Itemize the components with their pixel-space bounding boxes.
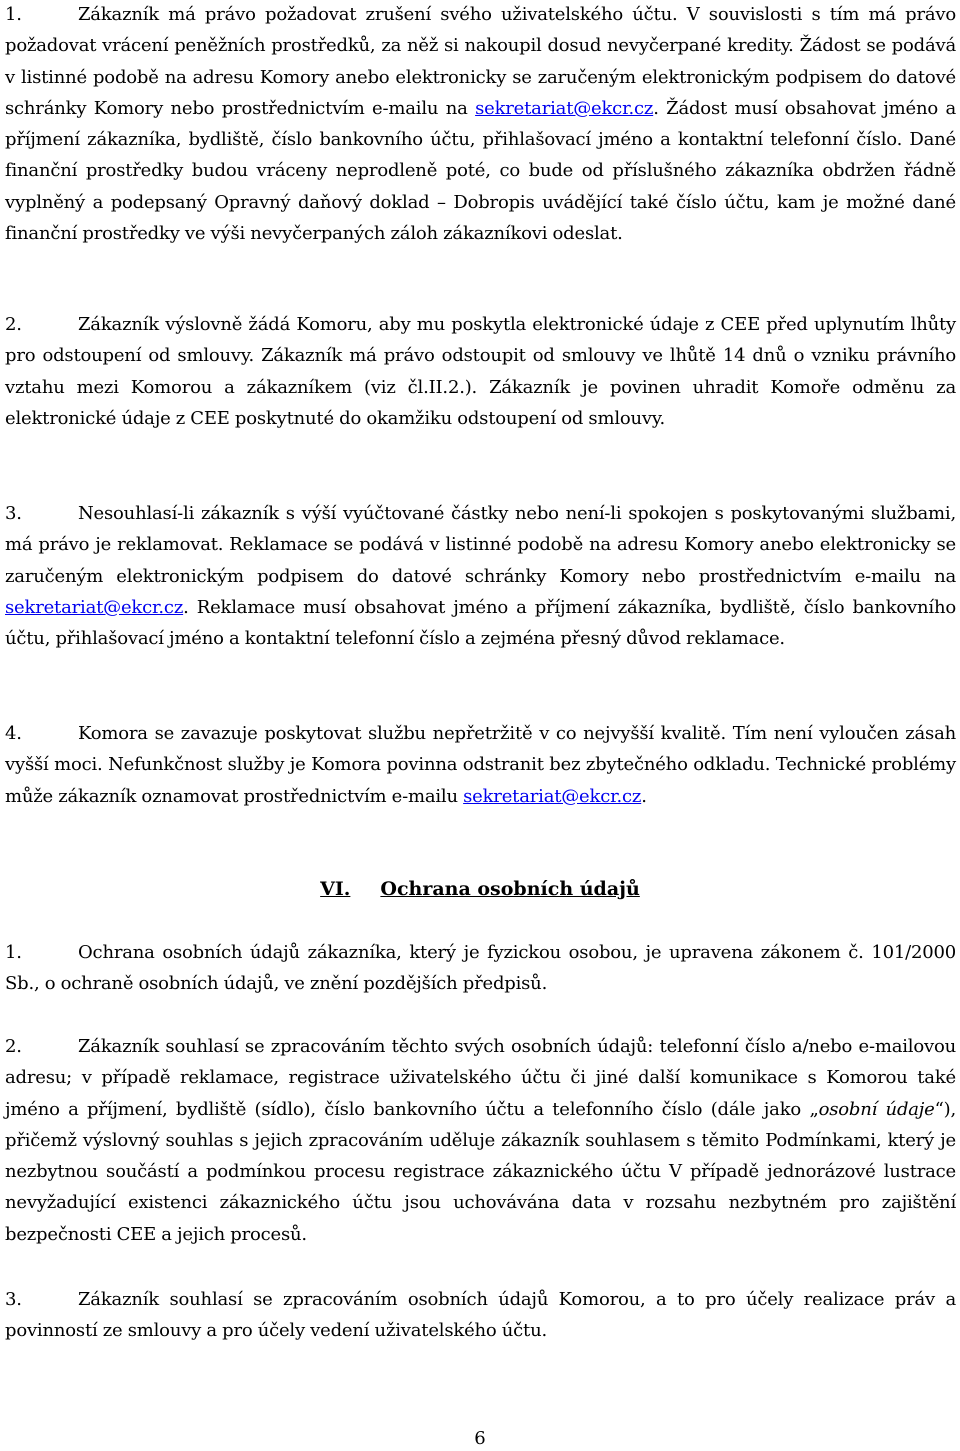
paragraph-text: Zákazník má právo požadovat zrušení svého uživatelského účtu. V souvislosti s tím má právo požadovat vrácení peněžních prostředků, za něž si nakoupil dosud nevyčerpané kredity. Žádost se podává v listinné podobě na adresu Komory anebo elektronicky se zaručeným elektronickým podpisem do datové schránky Komory nebo prostřednictvím e-mailu na: [5, 4, 956, 119]
paragraph-text-continued: . Reklamace musí obsahovat jméno a příjmení zákazníka, bydliště, číslo bankovního účtu, přihlašovací jméno a kontaktní telefonní číslo a zejména přesný důvod reklamace.: [5, 596, 956, 650]
page-number: 6: [474, 1428, 486, 1449]
paragraph-number: 2.: [5, 314, 22, 335]
paragraph-text: Komora se zavazuje poskytovat službu nepřetržitě v co nejvyšší kvalitě. Tím není vyloučen zásah vyšší moci. Nefunkčnost služby je Komora povinna odstranit bez zbytečného odkladu. Technické problémy může zákazník oznamovat prostřednictvím e-mailu: [5, 723, 956, 807]
italic-term: osobní údaje: [818, 1098, 935, 1120]
paragraph-text-continued: . Žádost musí obsahovat jméno a příjmení zákazníka, bydliště, číslo bankovního účtu, přihlašovací jméno a kontaktní telefonní číslo. Dané finanční prostředky budou vráceny neprodleně poté, co bude od příslušného zákazníka obdržen řádně vyplněný a podepsaný Opravný daňový doklad – Dobropis uvádějící také číslo účtu, kam je možné dané finanční prostředky ve výši nevyčerpaných záloh zákazníkovi odeslat.: [5, 97, 956, 245]
paragraph-number: 1.: [5, 4, 22, 25]
paragraph-number: 2.: [5, 1036, 22, 1057]
paragraph-text: Nesouhlasí-li zákazník s výší vyúčtované částky nebo není-li spokojen s poskytovanými službami, má právo je reklamovat. Reklamace se podává v listinné podobě na adresu Komory anebo elektronicky se zaručeným elektronickým podpisem do datové schránky Komory nebo prostřednictvím e-mailu na: [5, 503, 956, 587]
section-number: VI.: [320, 878, 351, 900]
paragraph-number: 1.: [5, 942, 22, 963]
paragraph-3-complaints: [5, 498, 956, 654]
email-link[interactable]: sekretariat@ekcr.cz: [5, 596, 184, 618]
paragraph-1-account-cancellation: [5, 0, 956, 249]
paragraph-text-continued: “), přičemž výslovný souhlas s jejich zpracováním uděluje zákazník souhlasem s těmito Podmínkami, který je nezbytnou součástí a podmínkou procesu registrace zákaznického účtu V případě jednorázové lustrace nevyžadující existenci zákaznického účtu jsou uchovávána data v rozsahu nezbytném pro zajištění bezpečnosti CEE a jejich procesů.: [5, 1098, 956, 1245]
paragraph-text: Zákazník souhlasí se zpracováním osobních údajů Komorou, a to pro účely realizace práv a povinností ze smlouvy a pro účely vedení uživatelského účtu.: [5, 1289, 956, 1342]
paragraph-number: 4.: [5, 723, 22, 744]
paragraph-number: 3.: [5, 503, 22, 524]
paragraph-text: Ochrana osobních údajů zákazníka, který je fyzickou osobou, je upravena zákonem č. 101/2000 Sb., o ochraně osobních údajů, ve znění pozdějších předpisů.: [5, 942, 956, 995]
email-link[interactable]: sekretariat@ekcr.cz: [475, 97, 654, 119]
section-title-text: Ochrana osobních údajů: [380, 878, 640, 900]
paragraph-vi-2-consent: [5, 1031, 956, 1250]
paragraph-text: Zákazník souhlasí se zpracováním těchto svých osobních údajů: telefonní číslo a/nebo e-mailovou adresu; v případě reklamace, registrace uživatelského účtu či jiné další komunikace s Komorou také jméno a příjmení, bydliště (sídlo), číslo bankovního účtu a telefonního číslo (dále jako „: [5, 1036, 956, 1120]
paragraph-text: Zákazník výslovně žádá Komoru, aby mu poskytla elektronické údaje z CEE před uplynutím lhůty pro odstoupení od smlouvy. Zákazník má právo odstoupit od smlouvy ve lhůtě 14 dnů o vzniku právního vztahu mezi Komorou a zákazníkem (viz čl.II.2.). Zákazník je povinen uhradit Komoře odměnu za elektronické údaje z CEE poskytnuté do okamžiku odstoupení od smlouvy.: [5, 314, 956, 429]
paragraph-4-service-quality: [5, 718, 956, 812]
section-heading: [0, 878, 960, 900]
email-link[interactable]: sekretariat@ekcr.cz: [463, 785, 642, 807]
paragraph-2-electronic-data: [5, 309, 956, 434]
paragraph-vi-3-processing-purpose: [5, 1284, 956, 1347]
paragraph-text-continued: .: [641, 785, 647, 807]
paragraph-number: 3.: [5, 1289, 22, 1310]
paragraph-vi-1-personal-data-law: [5, 937, 956, 1000]
